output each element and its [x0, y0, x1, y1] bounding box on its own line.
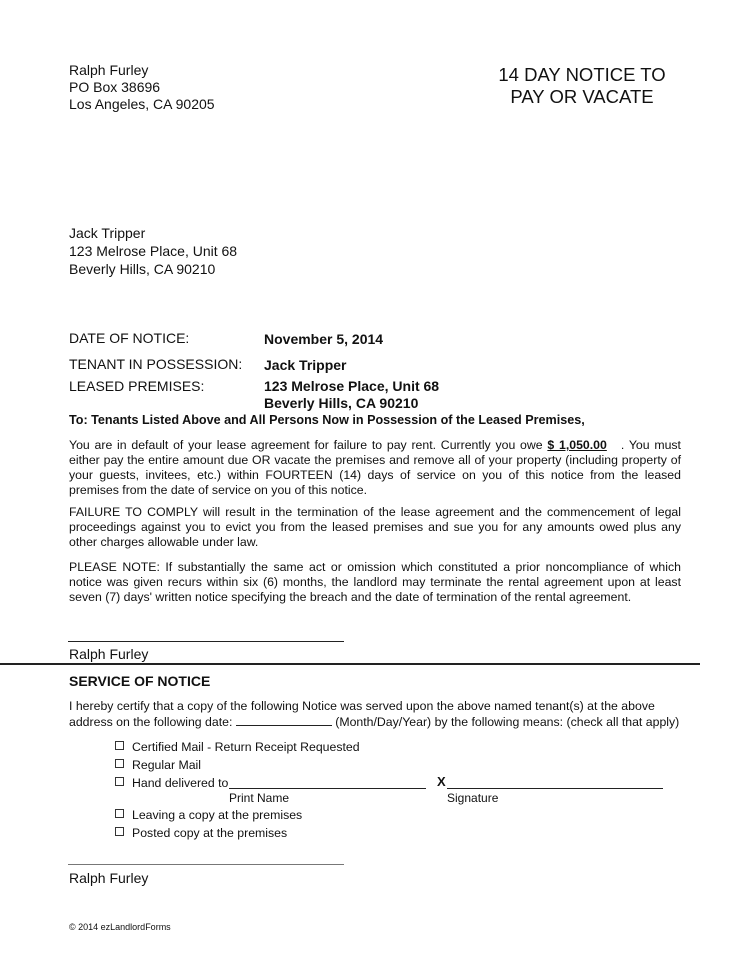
section-divider — [0, 663, 700, 665]
paragraph-default: You are in default of your lease agreement for failure to pay rent. Currently you owe $ 1,050.00 . You must either pay the entire amount due OR vacate the premises and remove all of your property (including property of your guests, invitees, etc.) within FOURTEEN (14) days of service on you of this notice from the leased premises from the date of service on you of this notice. — [69, 438, 681, 497]
landlord-signature-line[interactable] — [68, 641, 344, 642]
notice-title-line1: 14 DAY NOTICE TO — [498, 64, 666, 85]
date-of-notice-value: November 5, 2014 — [264, 331, 384, 347]
paragraph-failure-to-comply: FAILURE TO COMPLY will result in the termination of the lease agreement and the commencement of legal proceedings against you to evict you from the leased premises and sue you for any amounts owed plus any other charges allowable under law. — [69, 505, 681, 549]
landlord-address-line2: Los Angeles, CA 90205 — [69, 96, 215, 112]
option-leaving-copy[interactable] — [115, 806, 302, 824]
tenant-address-line2: Beverly Hills, CA 90210 — [69, 261, 216, 277]
service-heading: SERVICE OF NOTICE — [69, 673, 211, 689]
hand-signature-line[interactable] — [447, 788, 663, 789]
regular-mail-label: Regular Mail — [132, 758, 202, 772]
salutation: To: Tenants Listed Above and All Persons Now in Possession of the Leased Premises, — [69, 413, 585, 427]
certified-mail-label: Certified Mail - Return Receipt Requested — [132, 740, 360, 754]
signature-label: Signature — [447, 791, 499, 805]
leased-premises-value-line1: 123 Melrose Place, Unit 68 — [264, 378, 440, 394]
leased-premises-label: LEASED PREMISES: — [69, 378, 205, 394]
service-date-label: address on the following date: — [69, 715, 233, 729]
hand-delivered-label: Hand delivered to — [132, 776, 229, 790]
landlord-name: Ralph Furley — [69, 62, 149, 78]
date-of-notice-label: DATE OF NOTICE: — [69, 330, 190, 346]
leased-premises-value-line2: Beverly Hills, CA 90210 — [264, 395, 419, 411]
service-date-line — [69, 713, 679, 731]
leaving-copy-label: Leaving a copy at the premises — [132, 808, 303, 822]
service-date-format: (Month/Day/Year) by the following means: (check all that apply) — [335, 715, 680, 729]
service-date-field[interactable] — [236, 713, 332, 726]
server-signature-line[interactable] — [68, 864, 344, 865]
signature-x-mark: X — [437, 774, 446, 789]
landlord-signature-name: Ralph Furley — [69, 646, 149, 662]
print-name-label: Print Name — [229, 791, 290, 805]
posted-copy-label: Posted copy at the premises — [132, 826, 288, 840]
service-certification-text: I hereby certify that a copy of the following Notice was served upon the above named tenant(s) at the above — [69, 699, 655, 713]
landlord-address-line1: PO Box 38696 — [69, 79, 161, 95]
tenant-name: Jack Tripper — [69, 225, 146, 241]
server-signature-name: Ralph Furley — [69, 870, 149, 886]
default-text-rest: You must either pay the entire amount due OR vacate the premises and remove all of your property (including property of your guests, invitees, etc.) within FOURTEEN (14) days of service on you of this notice from the leased premises from the date of service on you of this notice. — [69, 438, 681, 497]
option-hand-delivered[interactable] — [115, 774, 228, 792]
notice-title — [452, 64, 712, 108]
paragraph-please-note: PLEASE NOTE: If substantially the same act or omission which constituted a prior noncompliance of which notice was given recurs within six (6) months, the landlord may terminate the rental agreement upon at least seven (7) days' written notice specifying the breach and the date of termination of the rental agreement. — [69, 560, 681, 604]
tenant-in-possession-label: TENANT IN POSSESSION: — [69, 356, 243, 372]
regular-mail-checkbox[interactable] — [115, 759, 124, 768]
posted-copy-checkbox[interactable] — [115, 827, 124, 836]
notice-title-line2: PAY OR VACATE — [510, 86, 654, 107]
option-posted-copy[interactable] — [115, 824, 287, 842]
hand-delivered-checkbox[interactable] — [115, 777, 124, 786]
amount-owed: $ 1,050.00 — [547, 438, 607, 452]
default-text: You are in default of your lease agreement for failure to pay rent. Currently you owe — [69, 438, 543, 452]
copyright-footer: © 2014 ezLandlordForms — [69, 922, 171, 932]
leaving-copy-checkbox[interactable] — [115, 809, 124, 818]
tenant-address-line1: 123 Melrose Place, Unit 68 — [69, 243, 238, 259]
print-name-line[interactable] — [229, 788, 426, 789]
option-regular-mail[interactable] — [115, 756, 201, 774]
option-certified-mail[interactable] — [115, 738, 360, 756]
certified-mail-checkbox[interactable] — [115, 741, 124, 750]
tenant-in-possession-value: Jack Tripper — [264, 357, 347, 373]
